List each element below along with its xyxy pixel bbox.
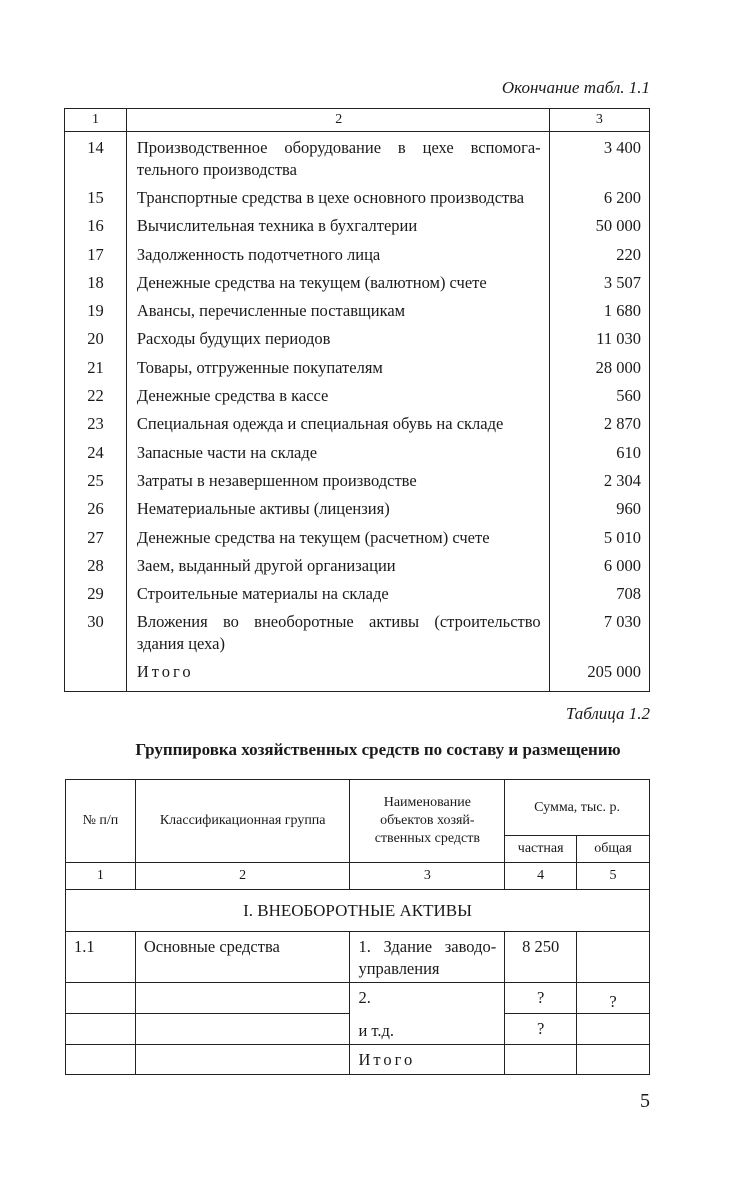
table-row [65, 272, 650, 300]
page-number: 5 [640, 1090, 650, 1112]
table1-continuation-caption: Окончание табл. 1.1 [501, 78, 650, 97]
total-amount: 205 000 [549, 661, 649, 692]
row-name: Нематериальные активы (лицензия) [126, 498, 549, 526]
total-label: Итого [126, 661, 549, 692]
row-no [66, 983, 136, 1014]
row-number: 29 [65, 583, 127, 611]
row-object-line2: управления [358, 959, 440, 978]
table-row [65, 555, 650, 583]
row-amount: 708 [549, 583, 649, 611]
row-number: 21 [65, 357, 127, 385]
row-amount: 2 870 [549, 413, 649, 441]
row-number: 15 [65, 187, 127, 215]
row-name: Запасные части на складе [126, 442, 549, 470]
table-row [65, 413, 650, 441]
row-total: ? [577, 983, 650, 1014]
row-amount: 6 000 [549, 555, 649, 583]
row-name: Товары, отгруженные покупателям [126, 357, 549, 385]
table1-header-col1: 1 [65, 109, 127, 132]
header-objects-line2: объектов хозяй- [380, 813, 475, 828]
row-object: и т.д. [358, 1021, 395, 1040]
col-number: 3 [350, 863, 505, 890]
row-name: Заем, выданный другой организации [126, 555, 549, 583]
row-amount: 3 400 [549, 132, 649, 188]
row-group [135, 1014, 350, 1045]
row-amount: 5 010 [549, 527, 649, 555]
row-amount: 220 [549, 244, 649, 272]
header-objects-line1: Наименование [383, 795, 471, 810]
row-name: Авансы, перечисленные поставщикам [126, 300, 549, 328]
table-row [65, 244, 650, 272]
row-name [126, 611, 549, 661]
row-name-line2: здания цеха) [136, 634, 225, 654]
header-objects [350, 780, 505, 863]
row-amount: 11 030 [549, 328, 649, 356]
header-group: Классификационная группа [135, 780, 350, 863]
table-row [65, 498, 650, 526]
row-number: 20 [65, 328, 127, 356]
row-number: 16 [65, 215, 127, 243]
total-empty-cell [66, 1045, 136, 1075]
table2-number-caption: Таблица 1.2 [565, 704, 650, 723]
row-name: Вычислительная техника в бухгалтерии [126, 215, 549, 243]
row-amount: 610 [549, 442, 649, 470]
header-no: № п/п [66, 780, 136, 863]
row-name-line1: Производственное оборудование в цехе вспомога- [136, 138, 541, 157]
table2-total-row [66, 1045, 650, 1075]
total-empty-cell [65, 661, 127, 692]
col-number: 1 [66, 863, 136, 890]
table-row [65, 187, 650, 215]
header-partial: частная [505, 836, 577, 863]
table-row [66, 932, 650, 983]
row-name: Расходы будущих периодов [126, 328, 549, 356]
table-row [65, 300, 650, 328]
row-number: 19 [65, 300, 127, 328]
table2-section-row [66, 890, 650, 932]
table-row [65, 357, 650, 385]
table-1-1 [64, 108, 650, 692]
row-name: Денежные средства на текущем (валютном) счете [126, 272, 549, 300]
row-object [350, 932, 505, 983]
row-number: 18 [65, 272, 127, 300]
row-number: 25 [65, 470, 127, 498]
row-name: Транспортные средства в цехе основного производства [126, 187, 549, 215]
row-name: Задолженность подотчетного лица [126, 244, 549, 272]
row-partial: ? [505, 983, 577, 1014]
row-number: 22 [65, 385, 127, 413]
table2-title: Группировка хозяйственных средств по составу и размещению [135, 740, 621, 759]
table-row [65, 215, 650, 243]
row-number: 14 [65, 132, 127, 188]
row-number: 27 [65, 527, 127, 555]
section-title: I. ВНЕОБОРОТНЫЕ АКТИВЫ [66, 890, 650, 932]
total-empty-cell [577, 1045, 650, 1075]
row-group: Основные средства [135, 932, 350, 983]
row-name: Денежные средства на текущем (расчетном) счете [126, 527, 549, 555]
total-label: Итого [350, 1045, 505, 1075]
row-name: Специальная одежда и специальная обувь на складе [126, 413, 549, 441]
row-amount: 3 507 [549, 272, 649, 300]
row-partial: ? [505, 1014, 577, 1045]
table-row [65, 470, 650, 498]
row-no [66, 1014, 136, 1045]
row-number: 17 [65, 244, 127, 272]
table-1-2 [65, 779, 650, 1075]
row-amount: 2 304 [549, 470, 649, 498]
table-row [65, 611, 650, 661]
row-number: 26 [65, 498, 127, 526]
row-number: 23 [65, 413, 127, 441]
row-name: Строительные материалы на складе [126, 583, 549, 611]
row-amount: 1 680 [549, 300, 649, 328]
row-object-line1: 1. Здание заводо- [358, 937, 497, 956]
table1-header-row [65, 109, 650, 132]
header-objects-line3: ственных средств [374, 831, 480, 846]
row-name-line2: тельного производства [136, 160, 297, 179]
row-number: 30 [65, 611, 127, 661]
col-number: 2 [135, 863, 350, 890]
row-name [126, 132, 549, 188]
row-total [577, 1014, 650, 1045]
table-row [65, 442, 650, 470]
table-row [65, 328, 650, 356]
row-no: 1.1 [66, 932, 136, 983]
table-row [65, 527, 650, 555]
row-object: 2. [358, 988, 371, 1007]
table-row [66, 983, 650, 1014]
total-empty-cell [505, 1045, 577, 1075]
row-amount: 7 030 [549, 611, 649, 661]
total-empty-cell [135, 1045, 350, 1075]
col-number: 5 [577, 863, 650, 890]
table2-header-row [66, 780, 650, 836]
row-object-merged [350, 983, 505, 1045]
row-number: 28 [65, 555, 127, 583]
table1-header-col3: 3 [549, 109, 649, 132]
row-amount: 560 [549, 385, 649, 413]
row-name: Затраты в незавершенном производстве [126, 470, 549, 498]
row-name-line1: Вложения во внеоборотные активы (строительство [136, 612, 541, 632]
row-total [577, 932, 650, 983]
table-row [65, 132, 650, 188]
table2-column-numbers [66, 863, 650, 890]
row-number: 24 [65, 442, 127, 470]
table1-header-col2: 2 [126, 109, 549, 132]
row-amount: 28 000 [549, 357, 649, 385]
row-amount: 50 000 [549, 215, 649, 243]
row-amount: 6 200 [549, 187, 649, 215]
row-group [135, 983, 350, 1014]
header-total: общая [577, 836, 650, 863]
table-row [65, 385, 650, 413]
row-name: Денежные средства в кассе [126, 385, 549, 413]
col-number: 4 [505, 863, 577, 890]
table-row [65, 583, 650, 611]
table1-total-row [65, 661, 650, 692]
row-amount: 960 [549, 498, 649, 526]
header-sum: Сумма, тыс. р. [505, 780, 650, 836]
row-partial: 8 250 [505, 932, 577, 983]
